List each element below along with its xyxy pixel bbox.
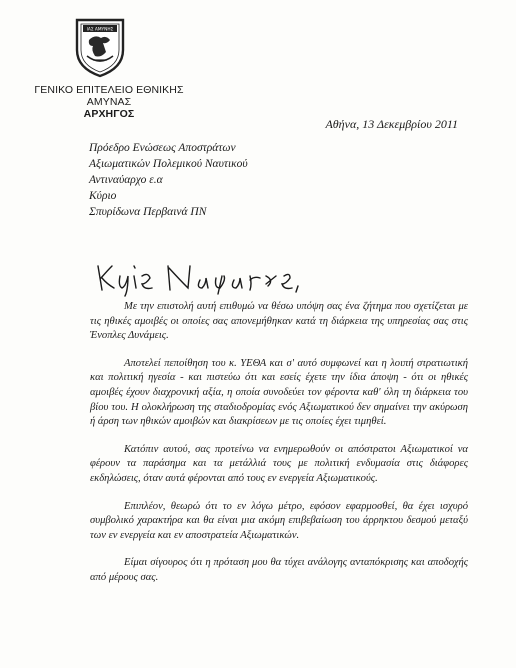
addressee-block — [89, 140, 248, 220]
letter-date: Αθήνα, 13 Δεκεμβρίου 2011 — [325, 117, 458, 131]
body-paragraph: Αποτελεί πεποίθηση του κ. ΥΕΘΑ και σ' αυτό συμφωνεί και η λοιπή στρατιωτική και πολιτική ηγεσία - και πιστεύω ότι και εσείς έχετε την ίδια άποψη - ότι οι ηθικές αμοιβές έχουν διαχρονική αξία, η οποία συνοδεύει τον φέροντα καθ' όλη τη διάρκεια του βίου του. Η ολοκλήρωση της σταδιοδρομίας ενός Αξιωματικού δεν σημαίνει την ακύρωση ή άρση των ηθικών αμοιβών και διακρίσεων με τις οποίες έχει τιμηθεί. — [90, 357, 468, 428]
addressee-line: Σπυρίδωνα Περβαινά ΠΝ — [89, 206, 207, 218]
organization-header — [14, 84, 204, 120]
body-paragraph: Με την επιστολή αυτή επιθυμώ να θέσω υπόψη σας ένα ζήτημα που σχετίζεται με τις ηθικές αμοιβές οι οποίες σας απονεμήθηκαν κατά τη διάρκεια της υπηρεσίας σας στις Ένοπλες Δυνάμεις. — [90, 301, 468, 342]
salutation-text: Κύριε Ναύαρχε, — [92, 258, 99, 259]
handwritten-salutation — [92, 258, 312, 298]
letter-body — [90, 300, 468, 599]
body-paragraph: Επιπλέον, θεωρώ ότι το εν λόγω μέτρο, εφόσον εφαρμοσθεί, θα έχει ισχυρό συμβολικό χαρακτήρα και θα είναι μια ακόμη επιβεβαίωση του άρρηκτου δεσμού μεταξύ των εν ενεργεία και εν αποστρατεία Αξιωματικών. — [90, 500, 468, 541]
body-paragraph: Είμαι σίγουρος ότι η πρόταση μου θα τύχει ανάλογης ανταπόκρισης και αποδοχής από μέρους σας. — [90, 557, 468, 583]
addressee-line: Αντιναύαρχο ε.α — [89, 174, 163, 186]
organization-title: ΑΡΧΗΓΟΣ — [83, 108, 135, 120]
organization-name: ΓΕΝΙΚΟ ΕΠΙΤΕΛΕΙΟ ΕΘΝΙΚΗΣ ΑΜΥΝΑΣ — [34, 84, 184, 108]
body-paragraph: Κατόπιν αυτού, σας προτείνω να ενημερωθούν οι απόστρατοι Αξιωματικοί να φέρουν τα παράσημα και τα μετάλλιά τους με πολιτική ενδυμασία στις διάφορες εκδηλώσεις, όταν αυτά φέρονται από τους εν ενεργεία Αξιωματικούς. — [90, 443, 468, 484]
addressee-line: Αξιωματικών Πολεμικού Ναυτικού — [89, 158, 248, 170]
addressee-line: Κύριο — [89, 190, 117, 202]
emblem-text: ΙΑΣ ΑΜΥΝΗΣ — [86, 27, 114, 33]
addressee-line: Πρόεδρο Ενώσεως Αποστράτων — [89, 142, 236, 154]
hellenic-army-emblem-icon — [73, 16, 127, 78]
